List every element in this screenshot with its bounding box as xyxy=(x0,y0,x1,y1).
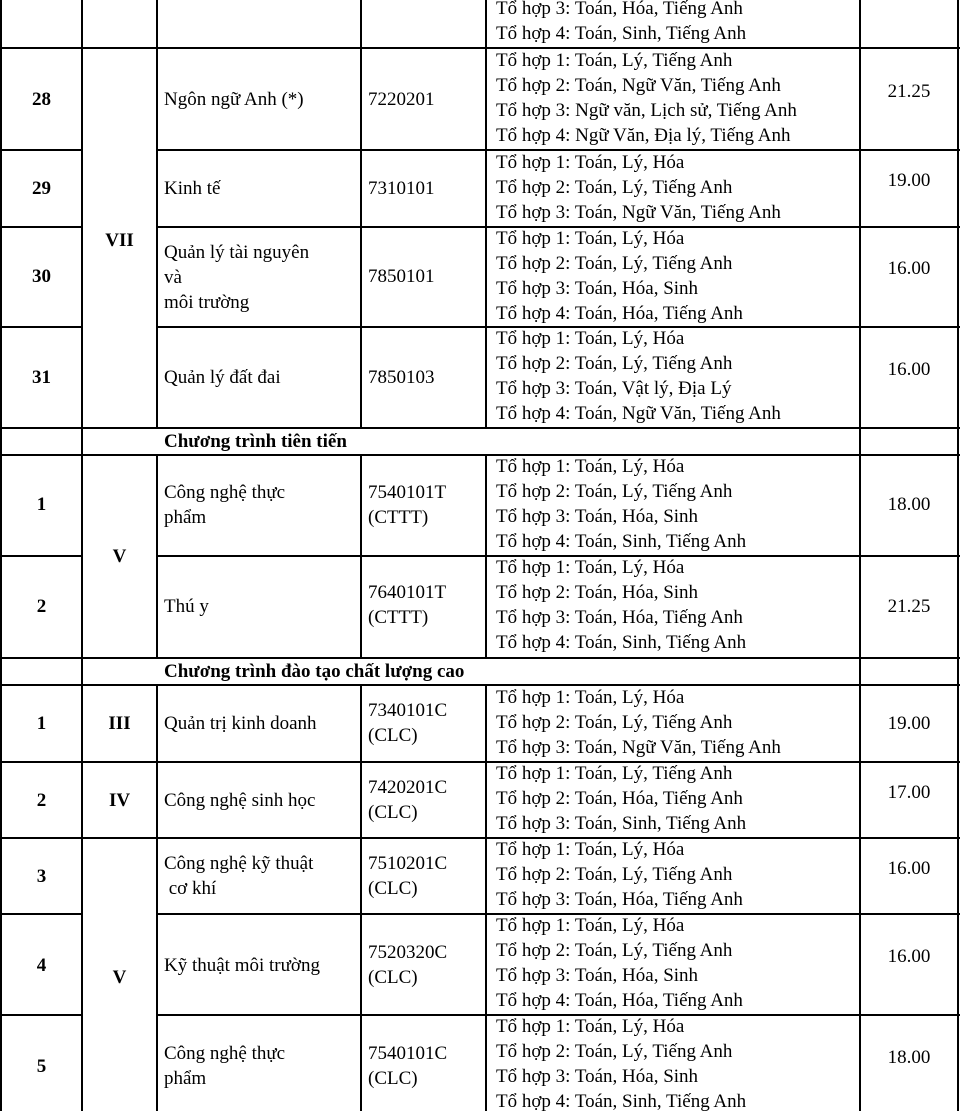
major-name-line: Quản trị kinh doanh xyxy=(164,713,317,734)
major-code xyxy=(361,940,486,990)
combo-line: Tổ hợp 3: Toán, Hóa, Sinh xyxy=(496,506,699,527)
combo-line: Tổ hợp 2: Toán, Lý, Tiếng Anh xyxy=(496,712,733,733)
combo-line: Tổ hợp 3: Toán, Sinh, Tiếng Anh xyxy=(496,813,747,834)
combo-line: Tổ hợp 4: Toán, Hóa, Tiếng Anh xyxy=(496,990,743,1011)
major-code-line: 7850103 xyxy=(368,367,435,388)
major-name xyxy=(157,711,361,736)
combo-line: Tổ hợp 3: Toán, Hóa, Tiếng Anh xyxy=(496,0,743,19)
combo-list xyxy=(486,226,860,326)
combo-line: Tổ hợp 1: Toán, Lý, Tiếng Anh xyxy=(496,50,733,71)
combo-line: Tổ hợp 1: Toán, Lý, Hóa xyxy=(496,152,685,173)
cutoff-score: 19.00 xyxy=(887,170,931,191)
cutoff-score: 16.00 xyxy=(887,858,931,879)
major-name xyxy=(157,365,361,390)
combo-line: Tổ hợp 4: Ngữ Văn, Địa lý, Tiếng Anh xyxy=(496,125,791,146)
major-code xyxy=(361,264,486,289)
combo-line: Tổ hợp 2: Toán, Lý, Tiếng Anh xyxy=(496,253,733,274)
major-code-line: 7850101 xyxy=(368,266,435,287)
major-code-line: (CLC) xyxy=(368,725,418,746)
major-name-line: Công nghệ kỹ thuật xyxy=(164,853,314,874)
combo-line: Tổ hợp 1: Toán, Lý, Hóa xyxy=(496,456,685,477)
combo-line: Tổ hợp 3: Toán, Hóa, Tiếng Anh xyxy=(496,607,743,628)
combo-line: Tổ hợp 1: Toán, Lý, Hóa xyxy=(496,557,685,578)
combo-line: Tổ hợp 2: Toán, Lý, Tiếng Anh xyxy=(496,864,733,885)
major-code xyxy=(361,365,486,390)
row-number: 30 xyxy=(32,266,51,287)
row-number: 31 xyxy=(32,367,51,388)
cutoff-score: 18.00 xyxy=(887,494,931,515)
combo-line: Tổ hợp 3: Toán, Hóa, Tiếng Anh xyxy=(496,889,743,910)
group-label: III xyxy=(108,713,131,734)
combo-list xyxy=(486,1014,860,1114)
major-name-line: phẩm xyxy=(164,1068,207,1089)
major-name-line: Kỹ thuật môi trường xyxy=(164,955,320,976)
major-code-line: (CLC) xyxy=(368,967,418,988)
combo-line: Tổ hợp 1: Toán, Lý, Hóa xyxy=(496,228,685,249)
cutoff-score: 16.00 xyxy=(887,946,931,967)
major-name xyxy=(157,594,361,619)
combo-line: Tổ hợp 2: Toán, Lý, Tiếng Anh xyxy=(496,177,733,198)
combo-line: Tổ hợp 1: Toán, Lý, Hóa xyxy=(496,915,685,936)
major-code-line: 7540101T xyxy=(368,482,447,503)
combo-list xyxy=(486,454,860,554)
combo-line: Tổ hợp 2: Toán, Lý, Tiếng Anh xyxy=(496,1041,733,1062)
combo-line: Tổ hợp 3: Toán, Hóa, Sinh xyxy=(496,965,699,986)
cutoff-score: 16.00 xyxy=(887,258,931,279)
combo-line: Tổ hợp 3: Toán, Hóa, Sinh xyxy=(496,1066,699,1087)
major-code-line: (CTTT) xyxy=(368,607,429,628)
combo-line: Tổ hợp 1: Toán, Lý, Hóa xyxy=(496,687,685,708)
row-number: 28 xyxy=(32,89,51,110)
major-code-line: (CLC) xyxy=(368,1068,418,1089)
major-code-line: 7340101C xyxy=(368,700,448,721)
combo-line: Tổ hợp 1: Toán, Lý, Hóa xyxy=(496,1016,685,1037)
combo-line: Tổ hợp 2: Toán, Lý, Tiếng Anh xyxy=(496,940,733,961)
group-label: IV xyxy=(108,790,131,811)
combo-line: Tổ hợp 2: Toán, Ngữ Văn, Tiếng Anh xyxy=(496,75,781,96)
major-name-line: Quản lý tài nguyên xyxy=(164,242,310,263)
major-code-line: 7520320C xyxy=(368,942,448,963)
combo-line: Tổ hợp 3: Toán, Ngữ Văn, Tiếng Anh xyxy=(496,202,781,223)
major-name xyxy=(157,176,361,201)
major-code-line: (CLC) xyxy=(368,802,418,823)
major-code xyxy=(361,176,486,201)
major-code xyxy=(361,580,486,630)
combo-list xyxy=(486,913,860,1013)
major-code xyxy=(361,87,486,112)
major-name-line: môi trường xyxy=(164,292,250,313)
major-name xyxy=(157,851,361,901)
major-name-line: Quản lý đất đai xyxy=(164,367,281,388)
cutoff-score: 17.00 xyxy=(887,782,931,803)
row-number: 1 xyxy=(36,494,47,515)
major-name xyxy=(157,953,361,978)
major-name xyxy=(157,1041,361,1091)
row-number: 5 xyxy=(36,1056,47,1077)
row-number: 2 xyxy=(36,596,47,617)
major-code-line: (CLC) xyxy=(368,878,418,899)
major-name-line: cơ khí xyxy=(164,878,217,899)
combo-line: Tổ hợp 1: Toán, Lý, Hóa xyxy=(496,839,685,860)
group-label: V xyxy=(112,546,127,567)
row-number: 29 xyxy=(32,178,51,199)
cutoff-score: 21.25 xyxy=(887,81,931,102)
combo-line: Tổ hợp 2: Toán, Hóa, Sinh xyxy=(496,582,699,603)
cutoff-score: 19.00 xyxy=(887,713,931,734)
major-name xyxy=(157,788,361,813)
combo-list xyxy=(486,837,860,912)
cutoff-score: 18.00 xyxy=(887,1047,931,1068)
major-code-line: 7640101T xyxy=(368,582,447,603)
row-number: 1 xyxy=(36,713,47,734)
combo-line: Tổ hợp 4: Toán, Sinh, Tiếng Anh xyxy=(496,23,747,44)
combo-line: Tổ hợp 3: Toán, Hóa, Sinh xyxy=(496,278,699,299)
combo-line: Tổ hợp 2: Toán, Lý, Tiếng Anh xyxy=(496,353,733,374)
major-name-line: Công nghệ sinh học xyxy=(164,790,316,811)
major-name-line: phẩm xyxy=(164,507,207,528)
combo-list xyxy=(486,761,860,836)
combo-line: Tổ hợp 1: Toán, Lý, Tiếng Anh xyxy=(496,763,733,784)
cutoff-score: 21.25 xyxy=(887,596,931,617)
major-code xyxy=(361,851,486,901)
combo-list xyxy=(486,326,860,426)
combo-line: Tổ hợp 4: Toán, Sinh, Tiếng Anh xyxy=(496,1091,747,1112)
section-heading-advanced: Chương trình tiên tiến xyxy=(164,431,347,452)
major-name-line: Công nghệ thực xyxy=(164,1043,286,1064)
major-code-line: 7220201 xyxy=(368,89,435,110)
combo-list xyxy=(486,0,860,46)
major-name-line: Công nghệ thực xyxy=(164,482,286,503)
major-name-line: Thú y xyxy=(164,596,209,617)
row-number: 4 xyxy=(36,955,47,976)
major-code-line: (CTTT) xyxy=(368,507,429,528)
combo-list xyxy=(486,555,860,655)
row-number: 3 xyxy=(36,866,47,887)
cutoff-score: 16.00 xyxy=(887,359,931,380)
major-code xyxy=(361,775,486,825)
combo-line: Tổ hợp 3: Toán, Vật lý, Địa Lý xyxy=(496,378,732,399)
group-label: V xyxy=(112,967,127,988)
combo-line: Tổ hợp 4: Toán, Sinh, Tiếng Anh xyxy=(496,531,747,552)
major-code-line: 7310101 xyxy=(368,178,435,199)
major-code-line: 7540101C xyxy=(368,1043,448,1064)
major-name-line: Kinh tế xyxy=(164,178,221,199)
major-code xyxy=(361,698,486,748)
major-name xyxy=(157,480,361,530)
major-code-line: 7420201C xyxy=(368,777,448,798)
major-name xyxy=(157,87,361,112)
combo-line: Tổ hợp 4: Toán, Hóa, Tiếng Anh xyxy=(496,303,743,324)
major-name xyxy=(157,240,361,315)
combo-list xyxy=(486,150,860,225)
combo-line: Tổ hợp 2: Toán, Hóa, Tiếng Anh xyxy=(496,788,743,809)
combo-line: Tổ hợp 4: Toán, Ngữ Văn, Tiếng Anh xyxy=(496,403,781,424)
combo-line: Tổ hợp 3: Ngữ văn, Lịch sử, Tiếng Anh xyxy=(496,100,797,121)
combo-list xyxy=(486,685,860,760)
combo-line: Tổ hợp 1: Toán, Lý, Hóa xyxy=(496,328,685,349)
row-number: 2 xyxy=(36,790,47,811)
major-name-line: Ngôn ngữ Anh (*) xyxy=(164,89,304,110)
combo-list xyxy=(486,48,860,148)
group-label: VII xyxy=(105,230,134,251)
combo-line: Tổ hợp 3: Toán, Ngữ Văn, Tiếng Anh xyxy=(496,737,781,758)
section-heading-high-quality: Chương trình đào tạo chất lượng cao xyxy=(164,661,465,682)
combo-line: Tổ hợp 2: Toán, Lý, Tiếng Anh xyxy=(496,481,733,502)
major-name-line: và xyxy=(164,267,182,288)
major-code-line: 7510201C xyxy=(368,853,448,874)
major-code xyxy=(361,1041,486,1091)
combo-line: Tổ hợp 4: Toán, Sinh, Tiếng Anh xyxy=(496,632,747,653)
major-code xyxy=(361,480,486,530)
